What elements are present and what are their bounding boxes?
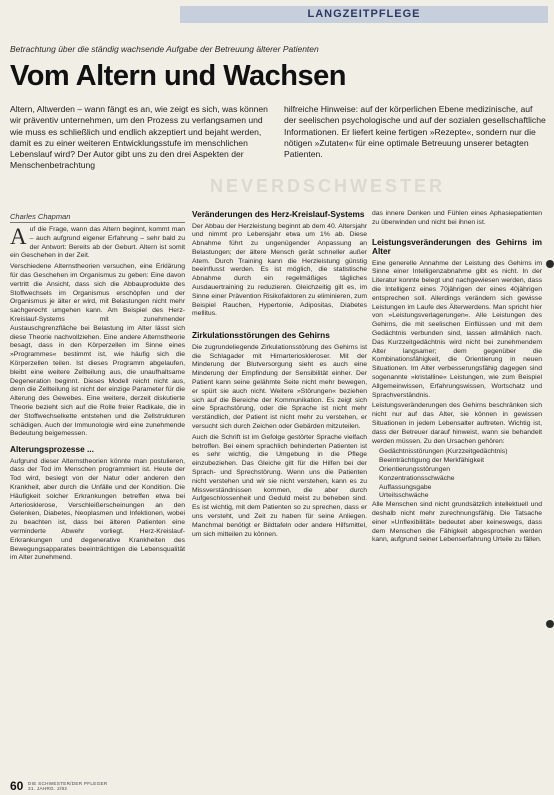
binder-hole [546, 620, 554, 628]
list-item: • Urteilsschwäche [379, 492, 542, 501]
paragraph: Alle Menschen sind nicht grundsätzlich intellektuell und deshalb nicht mehr zurechnungsfähig. Die Tatsache einer »Unflexibilität« bedeutet aber keineswegs, dass dem Menschen die Fähigkeit abgesprochen werden kann, aufgrund seiner Lebenserfahrung Urteile zu fällen. [372, 501, 542, 544]
column-3 [372, 210, 542, 774]
binder-hole [546, 260, 554, 268]
paragraph [10, 226, 185, 261]
footer-source-line: 31. JAHRG. 2/92 [28, 786, 68, 791]
paragraph: Eine generelle Annahme der Leistung des Gehirns im Sinne einer Intelligenzabnahme gibt es nicht. In der Literatur konnte belegt und nachgewiesen werden, dass die Intelligenz eines 70jährigen der eines 40jährigen entsprechen soll. Allerdings verändern sich gewisse Leistungen im Laufe des Älterwerdens. Man spricht hier von »Leistungsverlagerungen«. Alle Leistungen des Gehirns, die mit seelischen Einflüssen und mit dem Gedächtnis verbunden sind, lassen allmählich nach. Das Kurzzeitgedächtnis wird nicht bei zunehmendem Alter langsamer; dem gegenüber die Kombinationsfähigkeit, die Orientierung in neuen Situationen. Im Alter verbesserungsfähig dagegen sind sogenannte »kristalline« Leistungen, wie zum Beispiel Allgemeinwissen, Erfahrungswissen, Wortschatz und Sprachverständnis. [372, 259, 542, 399]
article-subtitle: Betrachtung über die ständig wachsende Aufgabe der Betreuung älterer Patienten [10, 44, 319, 54]
section-banner: LANGZEITPFLEGE [180, 6, 548, 23]
paragraph: Auch die Schrift ist im Gefolge gestörter Sprache vielfach betroffen. Bei einem sprachlich behinderten Patienten ist es sehr wichtig, die Umgebung in die Pflege einzubeziehen. Das Gleiche gilt für die Hilfen bei der Sprach- und Sprechstörung. Wenn uns die Patienten nicht verstehen und wir sie nicht verstehen, kann es zu Missverständnissen kommen, die aber durch Aufgeschlossenheit und Geduld meist zu beheben sind. Es ist wichtig, mit dem Patienten so zu sprechen, dass er uns versteht, und Zeit zu haben für seine Anliegen. Manchmal benötigt er Bildtafeln oder andere Hilfsmittel, um sich mitteilen zu können. [192, 433, 367, 538]
column-2 [192, 210, 367, 774]
section-heading: Leistungsveränderungen des Gehirns im Alter [372, 236, 542, 257]
author-byline: Charles Chapman [10, 212, 71, 221]
paragraph: Aufgrund dieser Alternstheorien könnte man postulieren, dass der Tod im Menschen programmiert ist. Heute der Tod wird, besiegt von der Natur oder anderen den Krankheit, aber durch die Unfälle und der Kondition. Die Häufigkeit solcher Erkrankungen betreffen etwa bei Arteriosklerose, Verschleißerscheinungen an den Gelenken, Diabetes, Neoplasmen und Infektionen, wobei zu beachten ist, dass bei älteren Patienten eine verminderte Abwehr vorliegt. Herz-Kreislauf-Erkrankungen und degenerative Krankheiten des Bewegungsapparates beeinträchtigen die Lebensqualität im Alter zunehmend. [10, 457, 185, 562]
list-item: • Beeinträchtigung der Merkfähigkeit [379, 457, 542, 466]
article-title: Vom Altern und Wachsen [10, 60, 346, 92]
paragraph: das innere Denken und Fühlen eines Aphasiepatienten zu überwinden und nicht bei ihnen ist. [372, 210, 542, 226]
footer-source [28, 781, 107, 791]
footer-source-line: DIE SCHWESTER/DER PFLEGER [28, 781, 108, 786]
list-item: • Auffassungsgabe [379, 484, 542, 493]
watermark-text: NEVERDSCHWESTER [210, 176, 446, 196]
section-heading: Zirkulationsstörungen des Gehirns [192, 330, 330, 341]
paragraph: Die zugrundeliegende Zirkulationsstörung des Gehirns ist die Schlagader mit Hirnarterioskleroser. Mit der Minderung der Blutversorgung sieht es auch eine Minderung der Empfindung der Sensibilität einher. Der Patient kann seine gelähmte Seite nicht mehr bewegen, er spürt sie auch nicht. Weitere »Störungen« beziehen sich auf die Bereiche der Kommunikation. Es zeigt sich eine Sprachstörung, oder die Sprache ist nicht mehr verständlich, der Patient ist nicht mehr zu verstehen, er versucht sich durch Zeichen oder Gebärden mitzuteilen. [192, 343, 367, 430]
list-item: • Orientierungsstörungen [379, 466, 542, 475]
lead-paragraph-left: Altern, Altwerden – wann fängt es an, wie zeigt es sich, was können wir präventiv unternehmen, um den Prozess zu verlangsamen und wie muss es schließlich und endlich akzeptiert und bejaht werden, damit es zu einer weiteren Entwicklungsstufe im menschlichen Lebenslauf wird? Der Autor gibt uns zu den drei Aspekten der Menschenbetrachtung [10, 104, 268, 171]
paragraph: Leistungsveränderungen des Gehirns beschränken sich nicht nur auf das Alter, sie können in gewissen Situationen in jedem Lebensalter auftreten. Wichtig ist, dass der Betreuer darauf hinweist, wann sie behandelt werden müssen. Zu den Ursachen gehören: [372, 402, 542, 445]
cause-list [372, 448, 542, 501]
paragraph: Verschiedene Alternstheorien versuchen, eine Erklärung für das Geschehen im Organismus zu geben: Eine davon vertritt die Ansicht, dass sich die Abbauprodukte des Stoffwechsels im Organismus erschöpfen und der Organismus je älter er wird, mit Belastungen nicht mehr sachgerecht umgehen kann. Am Beispiel des Herz-Kreislauf-Systems mit zunehmender Austauschgrenzfläche bei Belastung im Alter lässt sich diese Theorie nachvollziehen. Eine andere Alternstheorie besagt, dass in den Körperzellen im Sinne eines »Programmes« bestimmt ist, wie häufig sich die Körperzellen teilen. Ist dieses Programm abgelaufen, bleibt eine weitere Zellteilung aus, die unaufhaltsame Degeneration beginnt. Dieses Modell reicht nicht aus, denn die Zellteilung ist nicht der einzige Parameter für die Alterung des Gewebes. Eine weitere, derzeit diskutierte Theorie bezieht sich auf die Rolle freier Radikale, die in der Stoffwechselkette entstehen und die Zellstrukturen schädigen. Auch der Immunologie wird eine zunehmende Bedeutung beigemessen. [10, 263, 185, 438]
section-heading: Veränderungen des Herz-Kreislauf-Systems [192, 210, 365, 219]
paragraph-text: uf die Frage, wann das Altern beginnt, kommt man – auch aufgrund eigener Erfahrung – sehr bald zu der Antwort: Bereits ab der Geburt. Altern ist somit ein Geschehen in der Zeit. [10, 226, 185, 260]
byline-divider [10, 222, 185, 223]
section-heading: Alterungsprozesse ... [10, 444, 94, 455]
page-number: 60 [10, 779, 24, 793]
drop-cap: A [10, 226, 27, 249]
lead-paragraph-right: hilfreiche Hinweise: auf der körperlichen Ebene medizinische, auf der seelischen psychologische und auf der sozialen gesellschaftliche Informationen. Er liefert keine fertigen »Rezepte«, sondern nur die nötigen »Zutaten« für eine optimale Betreuung unserer betagten Patienten. [284, 104, 546, 160]
list-item: • Konzentrationsschwäche [379, 475, 542, 484]
column-1 [10, 226, 185, 774]
paragraph: Der Abbau der Herzleistung beginnt ab dem 40. Altersjahr und nimmt pro Lebensjahr etwa um 1% ab. Diese Abnahme führt zu ungenügender Anpassung an Belastungen; der ältere Mensch gerät schneller außer Atem. Durch Training kann die Herzleistung günstig beeinflusst werden. Es ist möglich, die statistische Abnahme durch ein regelmäßiges tägliches Ausdauertraining zu reduzieren. Gleichzeitig gilt es, im Sinne einer Prävention Risikofaktoren zu eliminieren, zum Beispiel Rauchen, Hypertonie, Adipositas, Diabetes mellitus. [192, 222, 367, 318]
list-item: • Gedächtnisstörungen (Kurzzeitgedächtnis) [379, 448, 542, 457]
